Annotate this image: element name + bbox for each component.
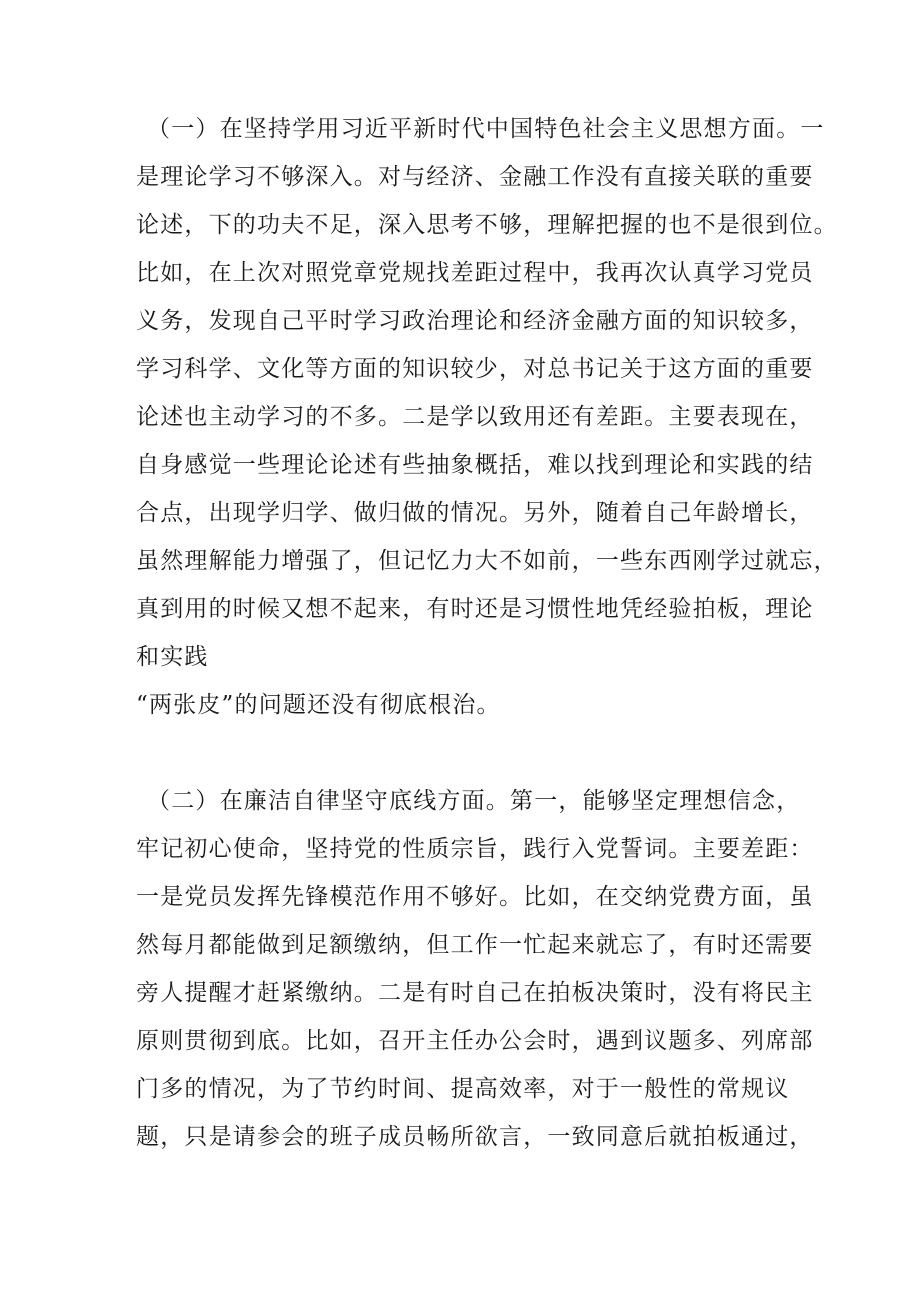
text-line: 比如，在上次对照党章党规找差距过程中，我再次认真学习党员 [136, 260, 814, 286]
text-line: 论述也主动学习的不多。二是学以致用还有差距。主要表现在， [136, 404, 814, 430]
text-line: 自身感觉一些理论论述有些抽象概括，难以找到理论和实践的结 [136, 452, 814, 478]
text-line: 一是党员发挥先锋模范作用不够好。比如，在交纳党费方面，虽 [136, 884, 814, 910]
text-line: 旁人提醒才赶紧缴纳。二是有时自己在拍板决策时，没有将民主 [136, 980, 814, 1006]
text-line: 义务，发现自己平时学习政治理论和经济金融方面的知识较多， [136, 308, 814, 334]
text-line: 原则贯彻到底。比如，召开主任办公会时，遇到议题多、列席部 [136, 1028, 814, 1054]
text-line: 是理论学习不够深入。对与经济、金融工作没有直接关联的重要 [136, 164, 814, 190]
text-line: （二）在廉洁自律坚守底线方面。第一，能够坚定理想信念， [147, 788, 801, 814]
text-line: （一）在坚持学用习近平新时代中国特色社会主义思想方面。一 [147, 116, 825, 142]
text-line: 门多的情况，为了节约时间、提高效率，对于一般性的常规议 [136, 1076, 790, 1102]
text-line: 合点，出现学归学、做归做的情况。另外，随着自己年龄增长， [136, 500, 814, 526]
text-line: “两张皮”的问题还没有彻底根治。 [136, 692, 501, 718]
text-line: 和实践 [136, 644, 209, 670]
text-line: 然每月都能做到足额缴纳，但工作一忙起来就忘了，有时还需要 [136, 932, 814, 958]
text-line: 牢记初心使命，坚持党的性质宗旨，践行入党誓词。主要差距： [136, 836, 814, 862]
text-line: 论述，下的功夫不足，深入思考不够，理解把握的也不是很到位。 [136, 212, 838, 238]
text-line: 真到用的时候又想不起来，有时还是习惯性地凭经验拍板，理论 [136, 596, 814, 622]
text-line: 学习科学、文化等方面的知识较少，对总书记关于这方面的重要 [136, 356, 814, 382]
text-line: 虽然理解能力增强了，但记忆力大不如前，一些东西刚学过就忘， [136, 548, 838, 574]
text-line: 题，只是请参会的班子成员畅所欲言，一致同意后就拍板通过， [136, 1124, 814, 1150]
